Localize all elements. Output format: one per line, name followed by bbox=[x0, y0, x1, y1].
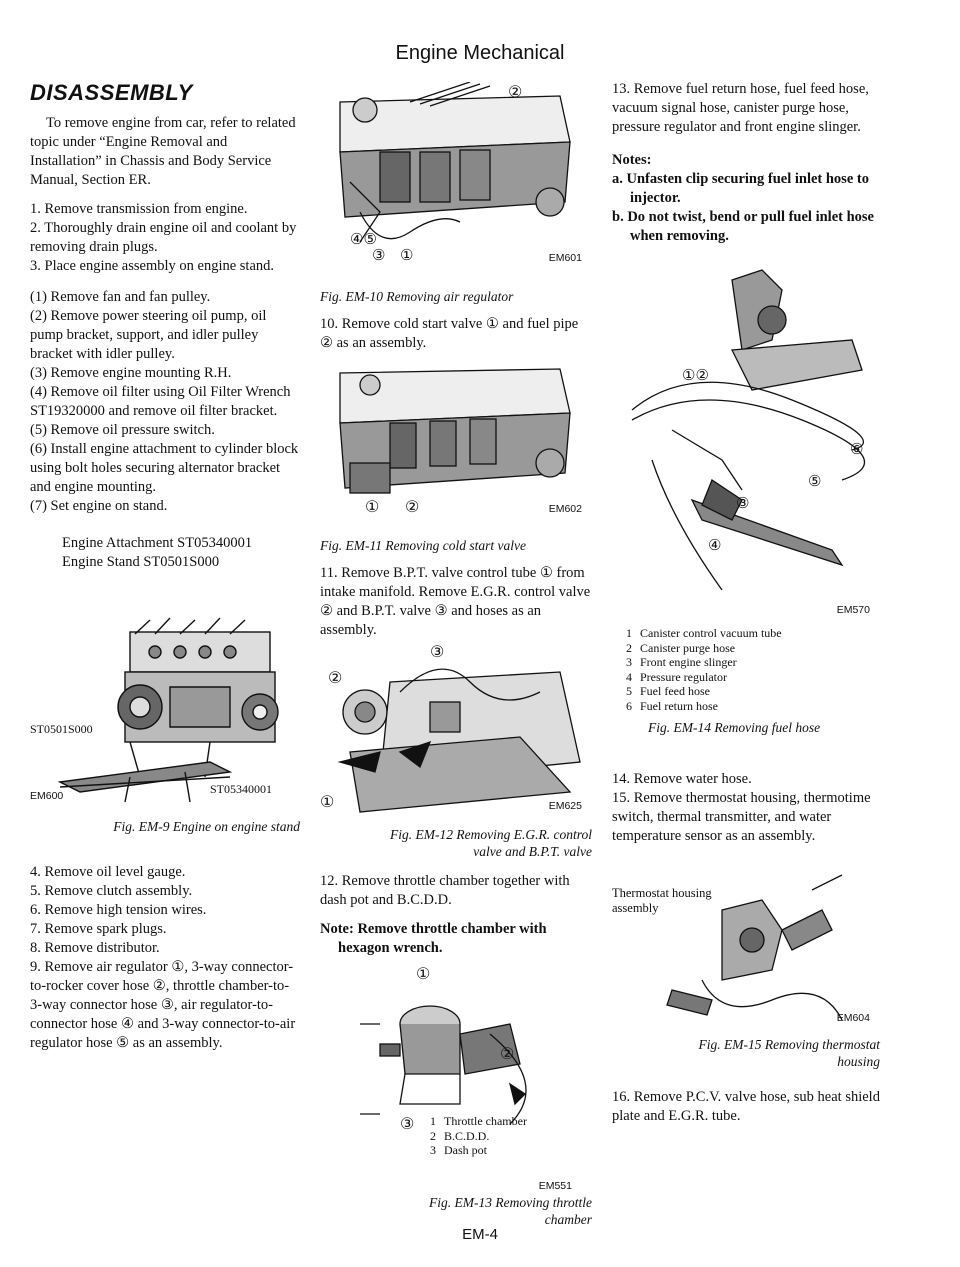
figure-caption-line-1: Fig. EM-15 Removing thermostat bbox=[698, 1037, 880, 1052]
callout-1: ① bbox=[365, 499, 380, 516]
substep-1: (1) Remove fan and fan pulley. bbox=[30, 289, 211, 305]
callout-3: ③ bbox=[430, 644, 445, 661]
steps-14-15 bbox=[612, 770, 880, 846]
figure-caption: Fig. EM-10 Removing air regulator bbox=[320, 289, 514, 304]
figure-caption-line-1: Fig. EM-12 Removing E.G.R. control bbox=[390, 827, 592, 842]
figure-caption: Fig. EM-9 Engine on engine stand bbox=[113, 819, 300, 834]
tool-attachment: Engine Attachment ST05340001 bbox=[62, 535, 253, 551]
callout-1-2: ①② bbox=[682, 368, 709, 384]
note-b: b. Do not twist, bend or pull fuel inlet hose when removing. bbox=[612, 209, 874, 244]
figure-em13 bbox=[320, 964, 592, 1157]
egr-valve-illustration bbox=[320, 642, 592, 820]
column-middle bbox=[320, 80, 592, 1228]
steps-1-3 bbox=[30, 200, 300, 276]
step-15: 15. Remove thermostat housing, thermotime switch, thermal transmitter, and water temperature sensor as an assembly. bbox=[612, 790, 871, 844]
column-right bbox=[612, 80, 880, 1136]
figure-caption-line-2: valve and B.P.T. valve bbox=[473, 844, 592, 859]
callout-4: ④ bbox=[708, 538, 722, 554]
callout-3: ③ bbox=[736, 496, 750, 512]
intro-paragraph: To remove engine from car, refer to related topic under “Engine Removal and Installation” in Chassis and Body Service Manual, Section ER. bbox=[30, 115, 296, 188]
callout-1: ① bbox=[416, 966, 431, 983]
section-heading: DISASSEMBLY bbox=[30, 80, 193, 105]
step-8: 8. Remove distributor. bbox=[30, 940, 160, 956]
step-7: 7. Remove spark plugs. bbox=[30, 921, 167, 937]
step-3: 3. Place engine assembly on engine stand. bbox=[30, 258, 275, 274]
step-6: 6. Remove high tension wires. bbox=[30, 902, 207, 918]
figure-caption: Fig. EM-14 Removing fuel hose bbox=[648, 720, 821, 735]
substep-4: (4) Remove oil filter using Oil Filter Wrench ST19320000 and remove oil filter bracket. bbox=[30, 384, 291, 419]
substep-6: (6) Install engine attachment to cylinder block using bolt holes securing alternator bracket and engine mounting. bbox=[30, 441, 299, 495]
step-5: 5. Remove clutch assembly. bbox=[30, 883, 193, 899]
substeps bbox=[30, 288, 300, 516]
legend-item: 1 Throttle chamber bbox=[430, 1114, 527, 1128]
callout-1: ① bbox=[320, 794, 335, 811]
figure-code: EM570 bbox=[836, 604, 870, 616]
figure-caption-line-1: Fig. EM-13 Removing throttle bbox=[429, 1195, 592, 1210]
figure-em11 bbox=[320, 363, 592, 531]
callout-1: ① bbox=[400, 248, 414, 264]
figure-code: EM601 bbox=[548, 252, 582, 264]
callout-2: ② bbox=[405, 499, 420, 516]
substep-5: (5) Remove oil pressure switch. bbox=[30, 422, 215, 438]
fuel-hose-illustration bbox=[612, 260, 880, 620]
throttle-chamber-illustration bbox=[320, 964, 592, 1134]
callout-3: ③ bbox=[372, 248, 386, 264]
figure-code: EM625 bbox=[548, 800, 582, 812]
tool-list bbox=[62, 534, 300, 572]
figure-caption-line-2: chamber bbox=[544, 1212, 592, 1227]
label-st0501s000: ST0501S000 bbox=[30, 722, 93, 736]
substep-7: (7) Set engine on stand. bbox=[30, 498, 168, 514]
step-16: 16. Remove P.C.V. valve hose, sub heat shield plate and E.G.R. tube. bbox=[612, 1089, 880, 1124]
step-4: 4. Remove oil level gauge. bbox=[30, 864, 186, 880]
callout-2: ② bbox=[328, 670, 343, 687]
figure-code: EM604 bbox=[836, 1012, 870, 1024]
step-9: 9. Remove air regulator ①, 3-way connector-to-rocker cover hose ②, throttle chamber-to-3-way connector hose ③, air regulator-to-connector hose ④ and 3-way connector-to-air regulator hose ⑤ as an assembly. bbox=[30, 959, 296, 1051]
substep-3: (3) Remove engine mounting R.H. bbox=[30, 365, 232, 381]
figure-code: EM600 bbox=[30, 790, 64, 802]
step-1: 1. Remove transmission from engine. bbox=[30, 201, 248, 217]
callout-4-5: ④⑤ bbox=[350, 232, 377, 248]
callout-5: ⑤ bbox=[808, 474, 822, 490]
callout-2: ② bbox=[508, 84, 523, 101]
callout-3: ③ bbox=[400, 1116, 415, 1133]
column-left bbox=[30, 80, 300, 1053]
legend-item: 1 Canister control vacuum tube bbox=[626, 626, 782, 640]
legend-item: 2 B.C.D.D. bbox=[430, 1128, 490, 1143]
step-12: 12. Remove throttle chamber together with dash pot and B.C.D.D. bbox=[320, 873, 570, 908]
step-11: 11. Remove B.P.T. valve control tube ① from intake manifold. Remove E.G.R. control valve ② and B.P.T. valve ③ and hoses as an assembly. bbox=[320, 565, 591, 638]
figure-legend bbox=[430, 1114, 527, 1158]
figure-em15 bbox=[612, 870, 880, 1030]
label-thermostat-housing: Thermostat housing bbox=[612, 886, 712, 900]
figure-em9 bbox=[30, 612, 300, 812]
legend-item: 5 Fuel feed hose bbox=[626, 684, 710, 698]
note-a: a. Unfasten clip securing fuel inlet hose to injector. bbox=[612, 171, 869, 206]
step-14: 14. Remove water hose. bbox=[612, 771, 752, 787]
legend-item: 6 Fuel return hose bbox=[626, 698, 718, 713]
label-assembly: assembly bbox=[612, 901, 659, 915]
legend-item: 3 Front engine slinger bbox=[626, 655, 737, 669]
note: Note: Remove throttle chamber with hexagon wrench. bbox=[320, 921, 547, 956]
callout-6: ⑥ bbox=[850, 442, 864, 458]
page-header: Engine Mechanical bbox=[395, 42, 565, 64]
figure-code: EM602 bbox=[548, 503, 582, 515]
substep-2: (2) Remove power steering oil pump, oil pump bracket, support, and idler pulley bracket with idler pulley. bbox=[30, 308, 267, 362]
legend-item: 2 Canister purge hose bbox=[626, 640, 736, 655]
figure-em14 bbox=[612, 260, 880, 620]
label-st05340001: ST05340001 bbox=[210, 782, 273, 796]
figure-code: EM551 bbox=[538, 1180, 572, 1192]
figure-em12 bbox=[320, 642, 592, 820]
tool-stand: Engine Stand ST0501S000 bbox=[62, 554, 220, 570]
figure-caption: Fig. EM-11 Removing cold start valve bbox=[320, 538, 526, 553]
step-10: 10. Remove cold start valve ① and fuel pipe ② as an assembly. bbox=[320, 316, 579, 351]
step-13: 13. Remove fuel return hose, fuel feed hose, vacuum signal hose, canister purge hose, pressure regulator and front engine slinger. bbox=[612, 81, 869, 135]
figure-em10 bbox=[320, 82, 592, 282]
notes-title: Notes: bbox=[612, 152, 652, 168]
legend-item: 3 Dash pot bbox=[430, 1143, 487, 1157]
page-number: EM-4 bbox=[462, 1226, 498, 1243]
steps-4-9 bbox=[30, 863, 300, 1053]
callout-2: ② bbox=[500, 1046, 515, 1063]
legend-item: 4 Pressure regulator bbox=[626, 669, 727, 684]
step-2: 2. Thoroughly drain engine oil and coolant by removing drain plugs. bbox=[30, 220, 297, 255]
figure-legend bbox=[626, 626, 880, 713]
figure-caption-line-2: housing bbox=[837, 1054, 880, 1069]
